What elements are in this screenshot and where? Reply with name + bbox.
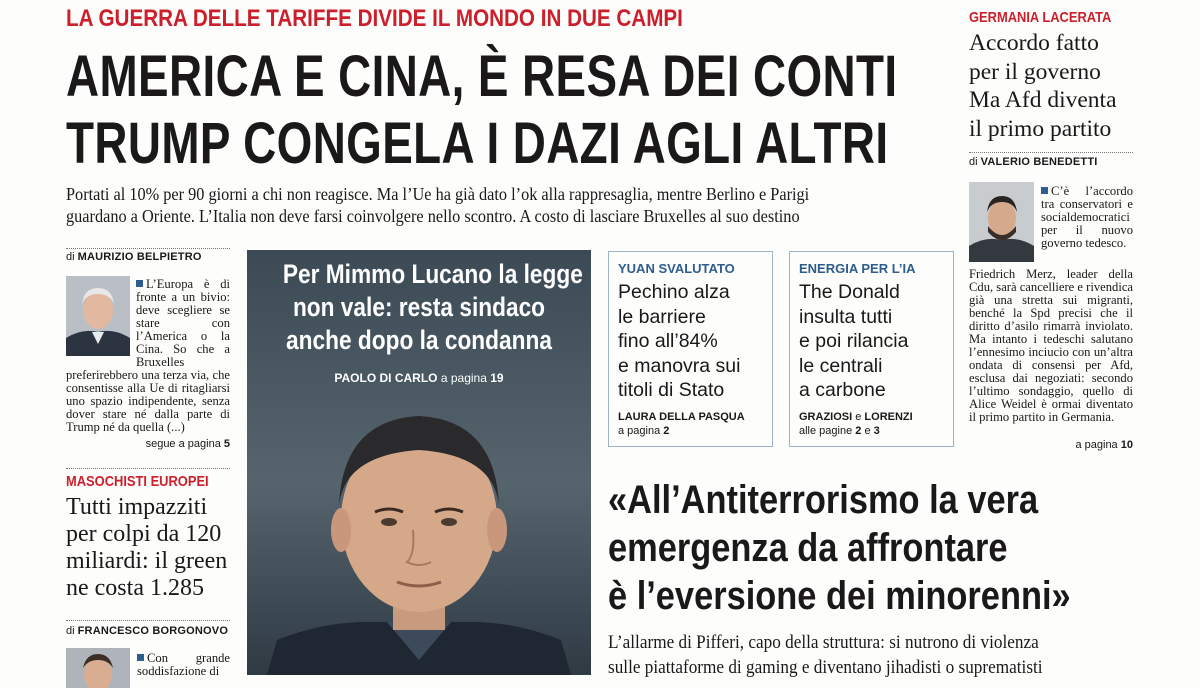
energia-kicker: ENERGIA PER L’IA (799, 261, 916, 276)
yuan-title: Pechino alza le barriere fino all’84% e manovra sui titoli di Stato (618, 281, 741, 401)
masochisti-title: Tutti impazziti per colpi da 120 miliardi: il green ne costa 1.285 (66, 494, 228, 601)
masochisti-kicker: MASOCHISTI EUROPEI (66, 473, 209, 490)
germania-text-wide: Friedrich Merz, leader della Cdu, sarà cancelliere e rivendica già una stretta sui migranti, benché la Spd precisi che il diritto d’asilo rimarrà inviolato. Ma intanto i tedeschi salutano l’ennesimo inciucio con un’altra ondata di consensi per Afd, esclusa dai negoziati: secondo l’ultimo sondaggio, quello di Alice Weidel è ormai diventato il primo partito in Germania. (969, 267, 1133, 424)
borgonovo-portrait (66, 648, 130, 688)
yuan-byline: LAURA DELLA PASQUA a pagina 2 (618, 411, 745, 437)
germania-byline: di VALERIO BENEDETTI (969, 156, 1098, 168)
editorial-byline: di MAURIZIO BELPIETRO (66, 251, 202, 263)
main-headline-line1: AMERICA E CINA, È RESA DEI CONTI (66, 44, 898, 109)
germania-kicker: GERMANIA LACERATA (969, 9, 1112, 26)
energia-box[interactable] (789, 251, 954, 447)
antiterrorismo-summary: L’allarme di Pifferi, capo della struttura: si nutrono di violenza sulle piattaforme di gaming e diventano jihadisti o suprematisti (608, 632, 1043, 678)
masochisti-byline: di FRANCESCO BORGONOVO (66, 625, 229, 637)
lucano-byline: PAOLO DI CARLO a pagina 19 (334, 371, 504, 385)
main-headline-line2: TRUMP CONGELA I DAZI AGLI ALTRI (66, 111, 889, 176)
germania-continue[interactable]: a pagina 10 (1075, 439, 1133, 451)
lucano-title: Per Mimmo Lucano la legge non vale: resta sindaco anche dopo la condanna (282, 259, 583, 355)
yuan-kicker: YUAN SVALUTATO (618, 261, 735, 276)
benedetti-portrait (969, 182, 1034, 262)
germania-text-narrow: C’è l’accordo tra conservatori e socialdemocratici per il nuovo governo tedesco. (1041, 184, 1133, 250)
editorial-text: L’Europa è di fronte a un bivio: deve scegliere se stare con l’America o la Cina. So che a Bruxelles preferirebbero una terza via, che consentisse alla Ue di ritagliarsi uno spazio indipendente, senza dover stare né dalla parte di Trump né da quella (...) (66, 277, 230, 434)
antiterrorismo-title: «All’Antiterrorismo la vera emergenza da affrontare è l’eversione dei minorenni» (608, 478, 1071, 618)
main-kicker: LA GUERRA DELLE TARIFFE DIVIDE IL MONDO IN DUE CAMPI (66, 5, 683, 32)
editorial-continue[interactable]: segue a pagina 5 (145, 438, 230, 450)
energia-title: The Donald insulta tutti e poi rilancia le centrali a carbone (799, 281, 909, 401)
masochisti-text: Con grande soddisfazione di (137, 651, 230, 678)
germania-title: Accordo fatto per il governo Ma Afd diventa il primo partito (969, 30, 1117, 142)
main-summary-line1: Portati al 10% per 90 giorni a chi non reagisce. Ma l’Ue ha già dato l’ok alla rappresaglia, mentre Berlino e Parigi (66, 184, 810, 204)
energia-byline: GRAZIOSI e LORENZI alle pagine 2 e 3 (799, 411, 913, 437)
main-summary-line2: guardano a Oriente. L’Italia non deve farsi coinvolgere nello scontro. A costo di lasciare Bruxelles al suo destino (66, 206, 800, 226)
yuan-box[interactable] (608, 251, 773, 447)
